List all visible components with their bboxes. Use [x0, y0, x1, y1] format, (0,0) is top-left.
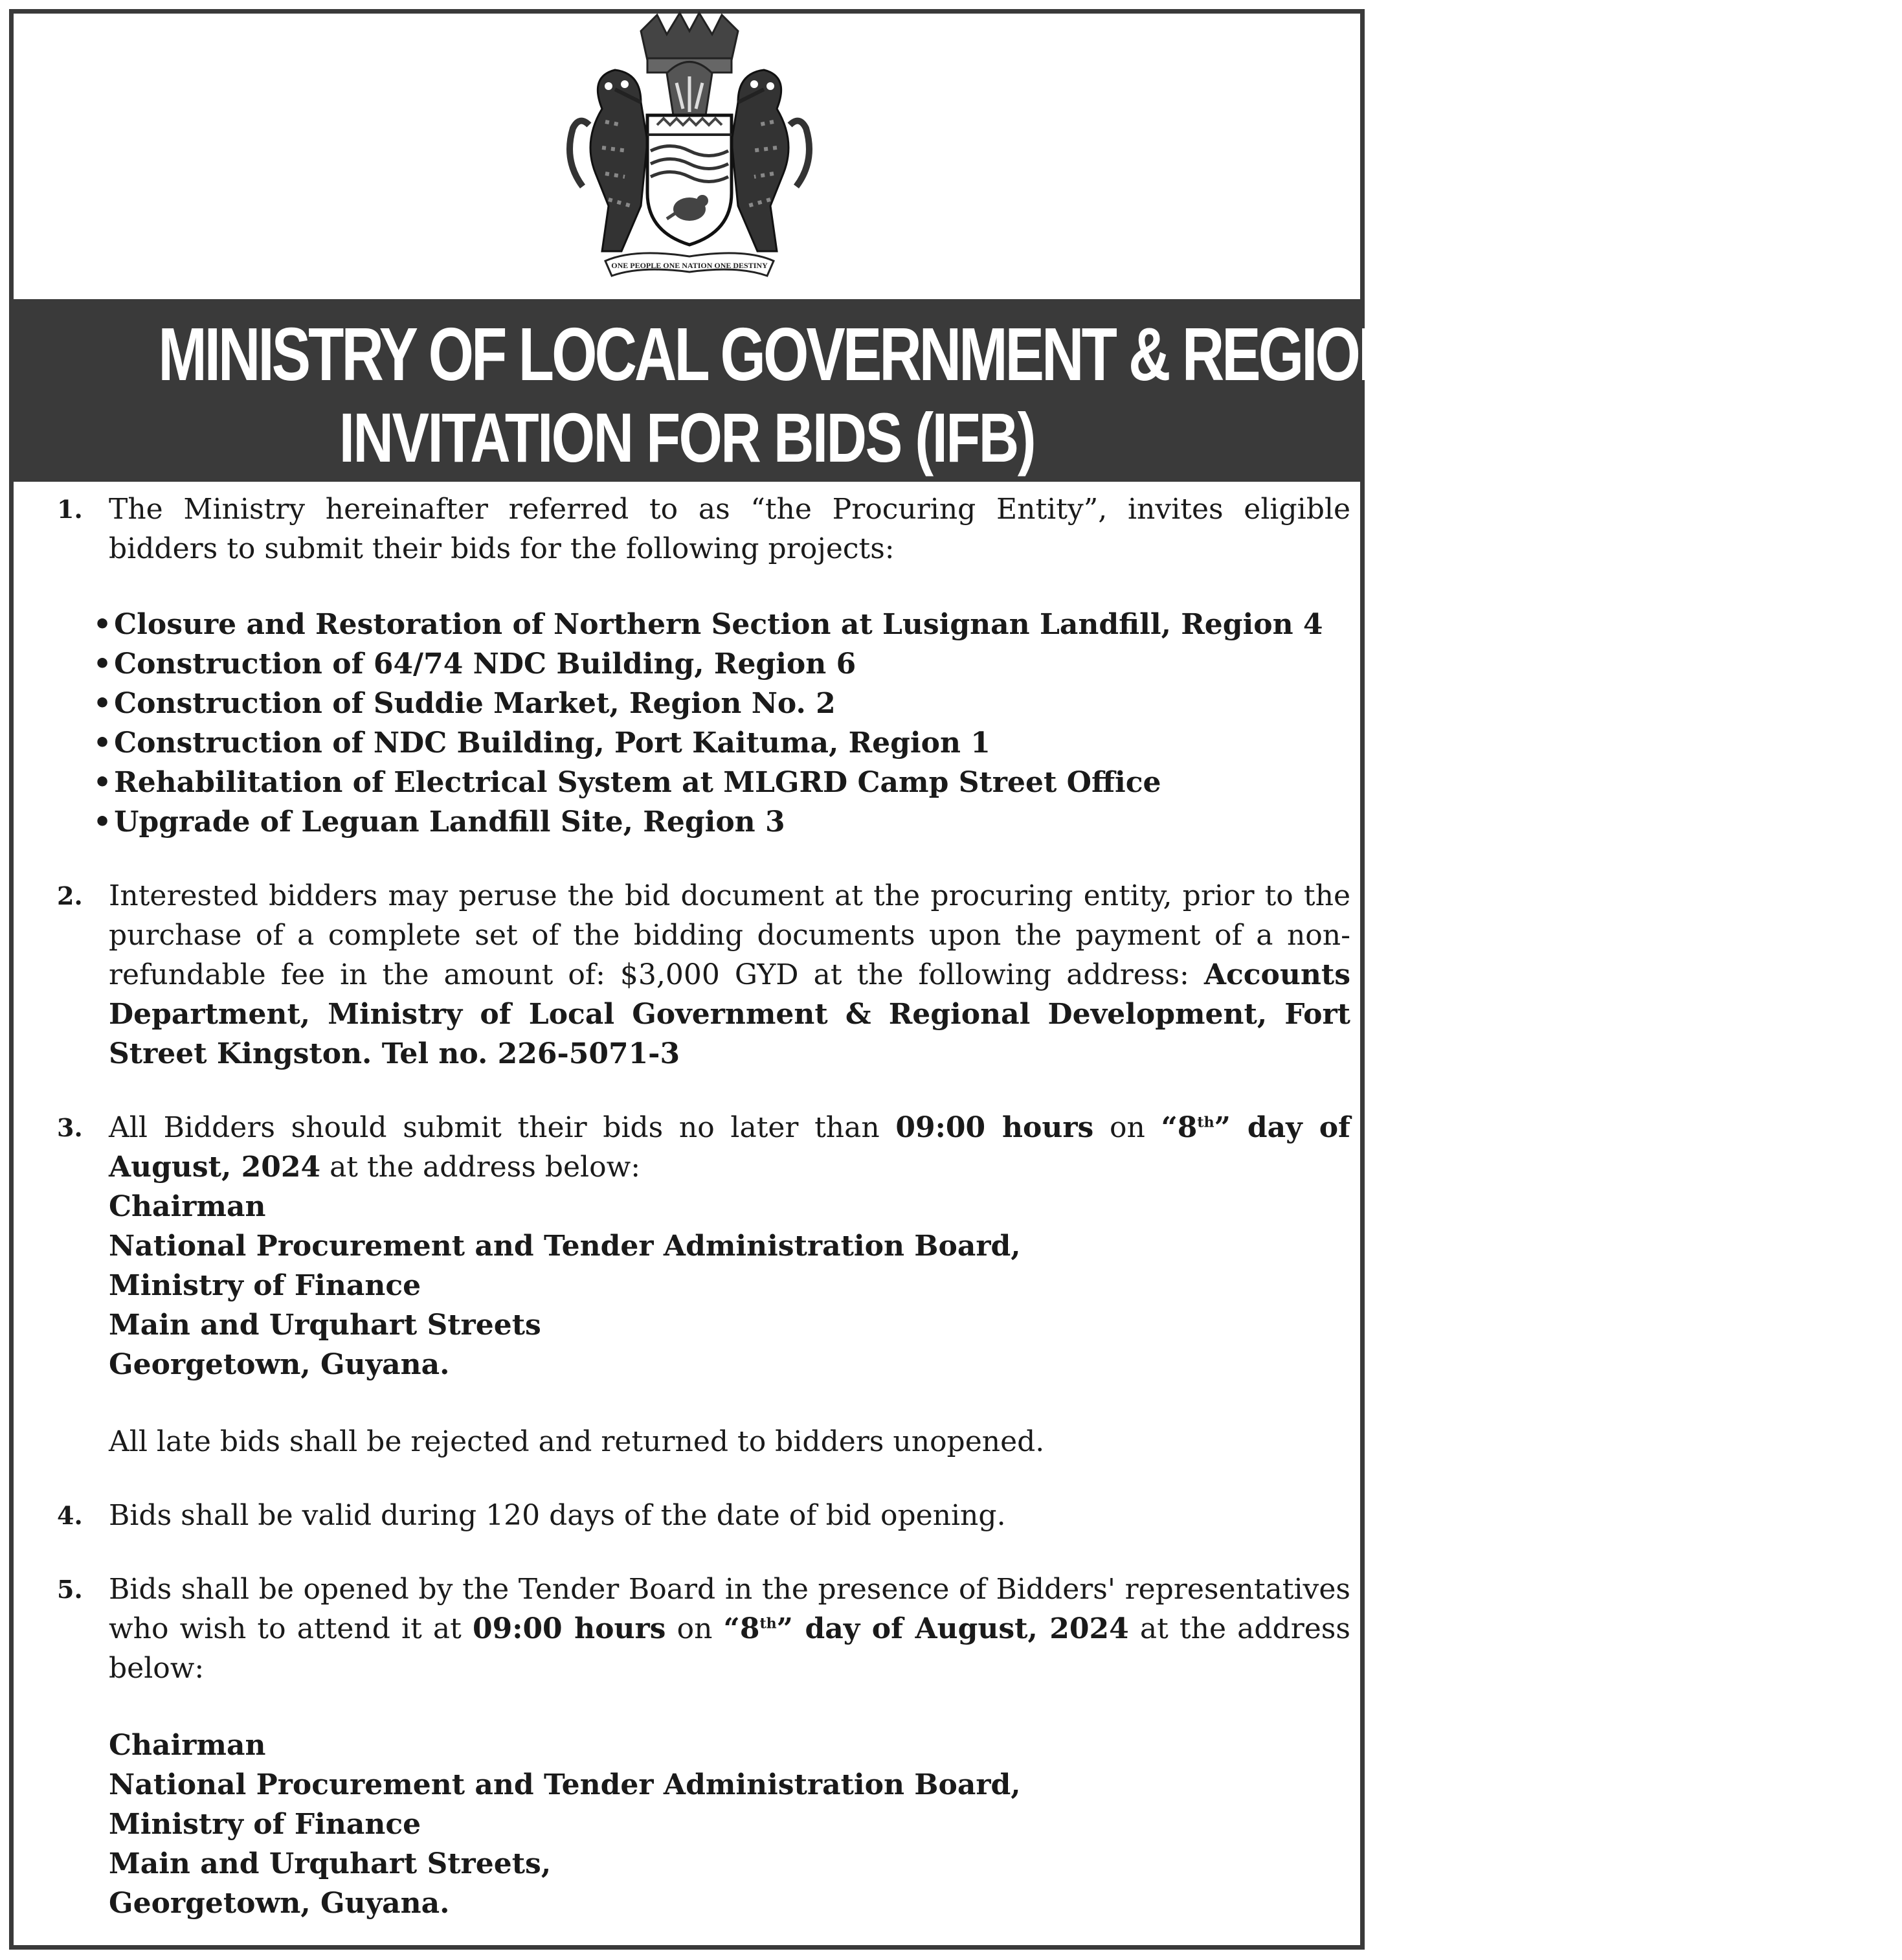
address-line: National Procurement and Tender Administration Board,: [109, 1768, 1021, 1801]
item-number: 1.: [57, 495, 83, 524]
address-line: Georgetown, Guyana.: [109, 1348, 450, 1381]
opening-day: “8: [723, 1612, 760, 1645]
notice-item-3: [57, 1108, 1350, 1461]
opening-address: [109, 1726, 1350, 1923]
opening-text: Bids shall be opened by the Tender Board in the presence of Bidders' representatives who wish to attend it at: [109, 1573, 1350, 1645]
opening-month-year: ” day of August, 2024: [776, 1612, 1129, 1645]
notice-item-2: [57, 876, 1350, 1074]
project-list: [93, 605, 1350, 842]
deadline-on: on: [1109, 1111, 1145, 1144]
item-number: 4.: [57, 1501, 83, 1530]
deadline-address-intro: at the address below:: [330, 1151, 641, 1184]
address-line: Georgetown, Guyana.: [109, 1887, 450, 1920]
deadline-day-suffix: th: [1197, 1114, 1214, 1131]
project-item: • Rehabilitation of Electrical System at MLGRD Camp Street Office: [93, 763, 1350, 802]
notice-item-5: [57, 1570, 1350, 1923]
item-text: [109, 876, 1350, 1074]
address-line: Chairman: [109, 1729, 266, 1762]
opening-day-suffix: th: [759, 1615, 777, 1632]
address-line: Ministry of Finance: [109, 1808, 421, 1841]
opening-on: on: [677, 1612, 713, 1645]
svg-text:ONE PEOPLE ONE NATION ONE DE: ONE PEOPLE ONE NATION ONE DESTINY: [611, 261, 768, 270]
deadline-month-year: ” day of August, 2024: [109, 1111, 1350, 1184]
opening-date: [724, 1612, 1129, 1645]
item-text: The Ministry hereinafter referred to as “the Procuring Entity”, invites eligible bidders to submit their bids for the following projects:: [109, 493, 1350, 565]
address-line: Chairman: [109, 1190, 266, 1223]
submission-address: [109, 1187, 1350, 1384]
item-text: [109, 1570, 1350, 1688]
project-item: • Construction of Suddie Market, Region No. 2: [93, 684, 1350, 723]
address-line: Main and Urquhart Streets: [109, 1309, 541, 1342]
notice-item-4: [57, 1496, 1350, 1535]
notice-item-1: [57, 490, 1350, 842]
address-line: National Procurement and Tender Administration Board,: [109, 1230, 1021, 1263]
ministry-title: MINISTRY OF LOCAL GOVERNMENT & REGIONAL DEVELOPMENT: [158, 312, 1902, 396]
document-title: INVITATION FOR BIDS (IFB): [339, 398, 1035, 477]
notice-body: [57, 490, 1350, 1957]
item-number: 3.: [57, 1113, 83, 1142]
deadline-text: All Bidders should submit their bids no later than: [109, 1111, 880, 1144]
accounts-address: Accounts Department, Ministry of Local Government & Regional Development, Fort Street Kingston. Tel no. 226-5071-3: [109, 958, 1350, 1070]
address-line: Ministry of Finance: [109, 1269, 421, 1302]
project-item: • Upgrade of Leguan Landfill Site, Region 3: [93, 802, 1350, 842]
opening-address-intro: at the address below:: [109, 1612, 1350, 1685]
deadline-day: “8: [1161, 1111, 1198, 1144]
project-item: • Construction of 64/74 NDC Building, Region 6: [93, 644, 1350, 684]
deadline-time: 09:00 hours: [895, 1111, 1094, 1144]
project-item: • Closure and Restoration of Northern Section at Lusignan Landfill, Region 4: [93, 605, 1350, 644]
project-item: • Construction of NDC Building, Port Kaituma, Region 1: [93, 723, 1350, 763]
item-text: [109, 1108, 1350, 1187]
late-bids-note: All late bids shall be rejected and returned to bidders unopened.: [109, 1425, 1045, 1458]
item-text: Bids shall be valid during 120 days of the date of bid opening.: [109, 1499, 1006, 1532]
item-number: 5.: [57, 1575, 83, 1604]
opening-time: 09:00 hours: [472, 1612, 666, 1645]
address-line: Main and Urquhart Streets,: [109, 1847, 552, 1880]
header-band: [9, 299, 1902, 482]
fee-text: Interested bidders may peruse the bid document at the procuring entity, prior to the purchase of a complete set of the bidding documents upon the payment of a non-refundable fee in the amount of: $3,000 GYD at the following address:: [109, 879, 1350, 991]
coat-of-arms-icon: [544, 12, 835, 284]
item-number: 2.: [57, 881, 83, 910]
